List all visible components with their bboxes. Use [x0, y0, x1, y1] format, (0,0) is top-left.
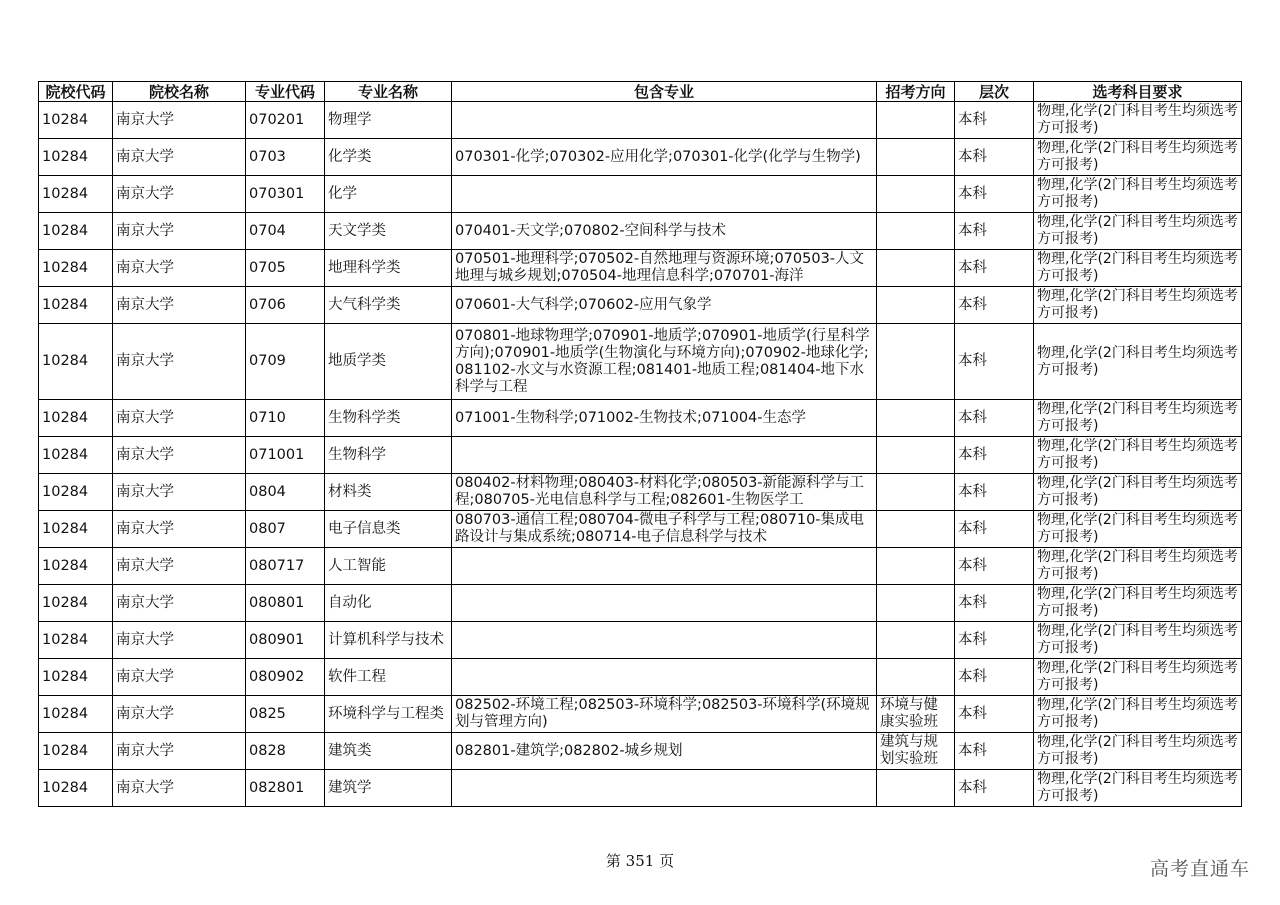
direction-cell: 环境与健康实验班 — [877, 696, 955, 733]
major-code-cell: 071001 — [246, 437, 325, 474]
school-name-cell: 南京大学 — [113, 585, 246, 622]
direction-cell — [877, 437, 955, 474]
major-name-cell: 化学 — [325, 176, 452, 213]
table-row — [39, 733, 1242, 770]
included-majors-cell: 070501-地理科学;070502-自然地理与资源环境;070503-人文地理与城乡规划;070504-地理信息科学;070701-海洋 — [452, 250, 877, 287]
school-code-cell: 10284 — [39, 696, 113, 733]
school-code-cell: 10284 — [39, 622, 113, 659]
major-code-cell: 0706 — [246, 287, 325, 324]
included-majors-cell — [452, 176, 877, 213]
table-row — [39, 139, 1242, 176]
subject-requirement-cell: 物理,化学(2门科目考生均须选考方可报考) — [1034, 400, 1242, 437]
admission-table — [38, 81, 1242, 807]
school-code-cell: 10284 — [39, 102, 113, 139]
level-cell: 本科 — [955, 622, 1034, 659]
major-code-cell: 0709 — [246, 324, 325, 400]
school-code-cell: 10284 — [39, 659, 113, 696]
major-name-cell: 大气科学类 — [325, 287, 452, 324]
table-row — [39, 437, 1242, 474]
subject-requirement-cell: 物理,化学(2门科目考生均须选考方可报考) — [1034, 437, 1242, 474]
direction-cell — [877, 102, 955, 139]
major-name-cell: 计算机科学与技术 — [325, 622, 452, 659]
school-name-cell: 南京大学 — [113, 548, 246, 585]
direction-cell — [877, 585, 955, 622]
major-code-cell: 080801 — [246, 585, 325, 622]
direction-cell — [877, 139, 955, 176]
included-majors-cell: 082801-建筑学;082802-城乡规划 — [452, 733, 877, 770]
school-code-cell: 10284 — [39, 733, 113, 770]
level-cell: 本科 — [955, 770, 1034, 807]
level-cell: 本科 — [955, 176, 1034, 213]
level-cell: 本科 — [955, 659, 1034, 696]
table-row — [39, 176, 1242, 213]
subject-requirement-cell: 物理,化学(2门科目考生均须选考方可报考) — [1034, 585, 1242, 622]
school-name-cell: 南京大学 — [113, 287, 246, 324]
included-majors-cell — [452, 437, 877, 474]
major-code-cell: 070201 — [246, 102, 325, 139]
school-code-cell: 10284 — [39, 511, 113, 548]
major-code-cell: 080717 — [246, 548, 325, 585]
major-name-header: 专业名称 — [325, 82, 452, 102]
major-name-cell: 地质学类 — [325, 324, 452, 400]
subject-requirement-cell: 物理,化学(2门科目考生均须选考方可报考) — [1034, 176, 1242, 213]
major-code-cell: 0705 — [246, 250, 325, 287]
table-row — [39, 585, 1242, 622]
major-name-cell: 生物科学 — [325, 437, 452, 474]
level-cell: 本科 — [955, 287, 1034, 324]
included-majors-cell: 080703-通信工程;080704-微电子科学与工程;080710-集成电路设计与集成系统;080714-电子信息科学与技术 — [452, 511, 877, 548]
major-name-cell: 材料类 — [325, 474, 452, 511]
level-cell: 本科 — [955, 733, 1034, 770]
school-name-cell: 南京大学 — [113, 400, 246, 437]
school-name-cell: 南京大学 — [113, 176, 246, 213]
major-name-cell: 自动化 — [325, 585, 452, 622]
table-header-row — [39, 82, 1242, 102]
direction-cell — [877, 176, 955, 213]
included-majors-header: 包含专业 — [452, 82, 877, 102]
included-majors-cell: 070801-地球物理学;070901-地质学;070901-地质学(行星科学方向);070901-地质学(生物演化与环境方向);070902-地球化学;081102-水文与水资源工程;081401-地质工程;081404-地下水科学与工程 — [452, 324, 877, 400]
included-majors-cell: 070301-化学;070302-应用化学;070301-化学(化学与生物学) — [452, 139, 877, 176]
subject-requirement-cell: 物理,化学(2门科目考生均须选考方可报考) — [1034, 474, 1242, 511]
subject-requirement-cell: 物理,化学(2门科目考生均须选考方可报考) — [1034, 139, 1242, 176]
subject-requirement-cell: 物理,化学(2门科目考生均须选考方可报考) — [1034, 102, 1242, 139]
table-row — [39, 659, 1242, 696]
subject-requirement-cell: 物理,化学(2门科目考生均须选考方可报考) — [1034, 622, 1242, 659]
level-cell: 本科 — [955, 102, 1034, 139]
table-row — [39, 511, 1242, 548]
included-majors-cell: 082502-环境工程;082503-环境科学;082503-环境科学(环境规划与管理方向) — [452, 696, 877, 733]
school-code-cell: 10284 — [39, 287, 113, 324]
school-name-cell: 南京大学 — [113, 213, 246, 250]
table-row — [39, 548, 1242, 585]
table-row — [39, 287, 1242, 324]
level-cell: 本科 — [955, 548, 1034, 585]
major-name-cell: 物理学 — [325, 102, 452, 139]
level-cell: 本科 — [955, 696, 1034, 733]
major-name-cell: 建筑类 — [325, 733, 452, 770]
direction-cell — [877, 287, 955, 324]
school-code-cell: 10284 — [39, 250, 113, 287]
school-code-cell: 10284 — [39, 139, 113, 176]
level-cell: 本科 — [955, 324, 1034, 400]
subject-requirement-cell: 物理,化学(2门科目考生均须选考方可报考) — [1034, 250, 1242, 287]
subject-requirement-header: 选考科目要求 — [1034, 82, 1242, 102]
major-code-cell: 0703 — [246, 139, 325, 176]
school-name-cell: 南京大学 — [113, 250, 246, 287]
major-code-header: 专业代码 — [246, 82, 325, 102]
school-code-cell: 10284 — [39, 585, 113, 622]
school-name-header: 院校名称 — [113, 82, 246, 102]
level-cell: 本科 — [955, 139, 1034, 176]
table-row — [39, 400, 1242, 437]
subject-requirement-cell: 物理,化学(2门科目考生均须选考方可报考) — [1034, 287, 1242, 324]
level-header: 层次 — [955, 82, 1034, 102]
direction-cell — [877, 548, 955, 585]
table-row — [39, 622, 1242, 659]
direction-cell — [877, 770, 955, 807]
major-name-cell: 地理科学类 — [325, 250, 452, 287]
school-name-cell: 南京大学 — [113, 659, 246, 696]
admission-table-container — [38, 81, 1241, 807]
level-cell: 本科 — [955, 250, 1034, 287]
level-cell: 本科 — [955, 511, 1034, 548]
watermark-brand: 高考直通车 — [1149, 858, 1250, 880]
school-name-cell: 南京大学 — [113, 474, 246, 511]
school-name-cell: 南京大学 — [113, 770, 246, 807]
subject-requirement-cell: 物理,化学(2门科目考生均须选考方可报考) — [1034, 659, 1242, 696]
major-name-cell: 环境科学与工程类 — [325, 696, 452, 733]
major-name-cell: 天文学类 — [325, 213, 452, 250]
table-row — [39, 474, 1242, 511]
subject-requirement-cell: 物理,化学(2门科目考生均须选考方可报考) — [1034, 548, 1242, 585]
major-code-cell: 0710 — [246, 400, 325, 437]
major-code-cell: 0825 — [246, 696, 325, 733]
direction-cell — [877, 324, 955, 400]
level-cell: 本科 — [955, 213, 1034, 250]
major-code-cell: 070301 — [246, 176, 325, 213]
direction-cell — [877, 400, 955, 437]
direction-header: 招考方向 — [877, 82, 955, 102]
level-cell: 本科 — [955, 585, 1034, 622]
major-code-cell: 0828 — [246, 733, 325, 770]
level-cell: 本科 — [955, 437, 1034, 474]
direction-cell — [877, 474, 955, 511]
school-name-cell: 南京大学 — [113, 733, 246, 770]
school-name-cell: 南京大学 — [113, 437, 246, 474]
included-majors-cell — [452, 659, 877, 696]
included-majors-cell — [452, 102, 877, 139]
subject-requirement-cell: 物理,化学(2门科目考生均须选考方可报考) — [1034, 696, 1242, 733]
major-code-cell: 080901 — [246, 622, 325, 659]
school-code-cell: 10284 — [39, 213, 113, 250]
included-majors-cell: 070601-大气科学;070602-应用气象学 — [452, 287, 877, 324]
school-name-cell: 南京大学 — [113, 139, 246, 176]
school-code-cell: 10284 — [39, 324, 113, 400]
subject-requirement-cell: 物理,化学(2门科目考生均须选考方可报考) — [1034, 324, 1242, 400]
subject-requirement-cell: 物理,化学(2门科目考生均须选考方可报考) — [1034, 770, 1242, 807]
direction-cell — [877, 511, 955, 548]
included-majors-cell — [452, 548, 877, 585]
table-row — [39, 213, 1242, 250]
school-name-cell: 南京大学 — [113, 511, 246, 548]
table-row — [39, 770, 1242, 807]
included-majors-cell: 080402-材料物理;080403-材料化学;080503-新能源科学与工程;080705-光电信息科学与工程;082601-生物医学工 — [452, 474, 877, 511]
school-name-cell: 南京大学 — [113, 622, 246, 659]
included-majors-cell — [452, 622, 877, 659]
included-majors-cell: 071001-生物科学;071002-生物技术;071004-生态学 — [452, 400, 877, 437]
subject-requirement-cell: 物理,化学(2门科目考生均须选考方可报考) — [1034, 213, 1242, 250]
major-name-cell: 电子信息类 — [325, 511, 452, 548]
school-code-cell: 10284 — [39, 400, 113, 437]
school-code-cell: 10284 — [39, 548, 113, 585]
included-majors-cell: 070401-天文学;070802-空间科学与技术 — [452, 213, 877, 250]
major-code-cell: 0804 — [246, 474, 325, 511]
direction-cell: 建筑与规划实验班 — [877, 733, 955, 770]
major-name-cell: 生物科学类 — [325, 400, 452, 437]
school-name-cell: 南京大学 — [113, 102, 246, 139]
direction-cell — [877, 622, 955, 659]
major-name-cell: 软件工程 — [325, 659, 452, 696]
subject-requirement-cell: 物理,化学(2门科目考生均须选考方可报考) — [1034, 733, 1242, 770]
major-name-cell: 化学类 — [325, 139, 452, 176]
table-row — [39, 696, 1242, 733]
level-cell: 本科 — [955, 474, 1034, 511]
included-majors-cell — [452, 770, 877, 807]
major-code-cell: 0704 — [246, 213, 325, 250]
direction-cell — [877, 213, 955, 250]
direction-cell — [877, 659, 955, 696]
major-name-cell: 人工智能 — [325, 548, 452, 585]
table-row — [39, 250, 1242, 287]
school-code-cell: 10284 — [39, 770, 113, 807]
subject-requirement-cell: 物理,化学(2门科目考生均须选考方可报考) — [1034, 511, 1242, 548]
major-name-cell: 建筑学 — [325, 770, 452, 807]
page-number: 第 351 页 — [605, 852, 675, 870]
school-code-cell: 10284 — [39, 474, 113, 511]
level-cell: 本科 — [955, 400, 1034, 437]
school-code-header: 院校代码 — [39, 82, 113, 102]
table-row — [39, 324, 1242, 400]
school-code-cell: 10284 — [39, 437, 113, 474]
included-majors-cell — [452, 585, 877, 622]
major-code-cell: 082801 — [246, 770, 325, 807]
school-code-cell: 10284 — [39, 176, 113, 213]
major-code-cell: 080902 — [246, 659, 325, 696]
table-body — [39, 102, 1242, 807]
direction-cell — [877, 250, 955, 287]
school-name-cell: 南京大学 — [113, 324, 246, 400]
school-name-cell: 南京大学 — [113, 696, 246, 733]
table-row — [39, 102, 1242, 139]
major-code-cell: 0807 — [246, 511, 325, 548]
